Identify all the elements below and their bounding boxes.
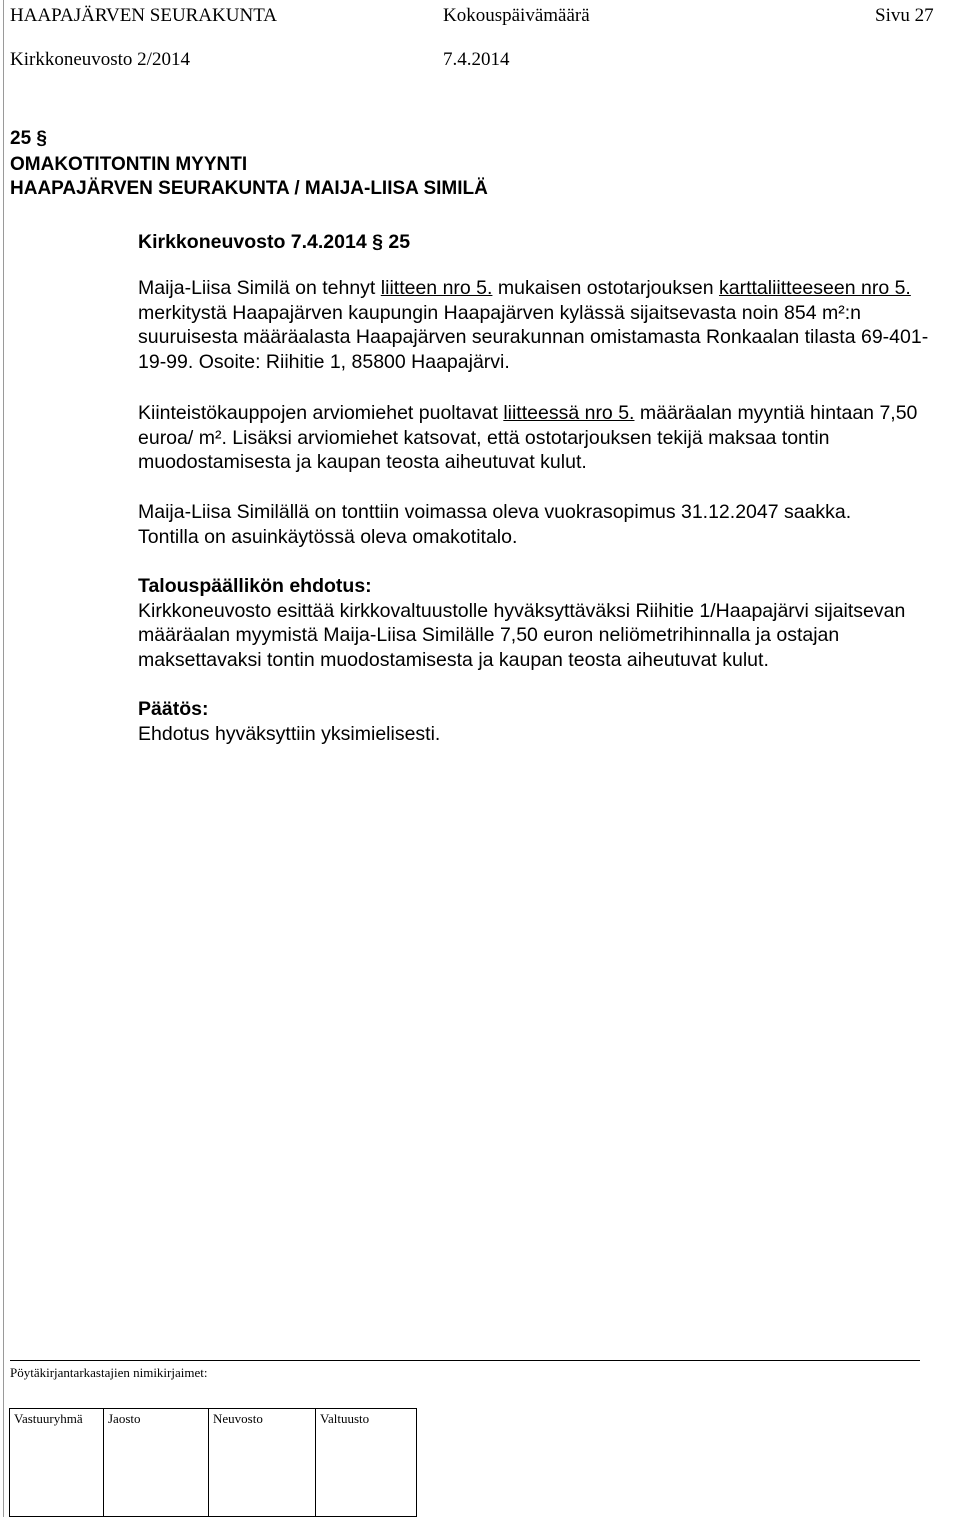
proposal-block xyxy=(138,574,938,672)
section-title-line2: HAAPAJÄRVEN SEURAKUNTA / MAIJA-LIISA SIMILÄ xyxy=(10,178,488,199)
paragraph-offer xyxy=(138,276,938,374)
page-left-border xyxy=(3,0,4,1517)
signature-table xyxy=(9,1408,417,1517)
header-page-number: 27 xyxy=(914,5,934,26)
attachment-link-5[interactable]: liitteen nro 5. xyxy=(380,277,493,299)
footer-rule xyxy=(10,1360,920,1361)
paragraph-offer-text-1: Maija-Liisa Similä on tehnyt xyxy=(138,277,381,299)
signature-cell-vastuuryhma: Vastuuryhmä xyxy=(10,1409,104,1517)
signature-cell-neuvosto: Neuvosto xyxy=(209,1409,316,1517)
section-number xyxy=(10,126,47,152)
header-meeting-date: 7.4.2014 xyxy=(443,49,510,70)
header-organization: HAAPAJÄRVEN SEURAKUNTA xyxy=(10,5,278,26)
decision-heading: Päätös: xyxy=(138,698,209,720)
signature-cell-valtuusto: Valtuusto xyxy=(316,1409,417,1517)
signatures-label: Pöytäkirjantarkastajien nimikirjaimet: xyxy=(10,1365,208,1380)
header-page xyxy=(875,6,934,25)
attachment-link-5-appraisal[interactable]: liitteessä nro 5. xyxy=(503,402,635,424)
section-title-line1: OMAKOTITONTIN MYYNTI xyxy=(10,154,248,175)
paragraph-lease-line2: Tontilla on asuinkäytössä oleva omakotitalo. xyxy=(138,525,518,548)
paragraph-offer-text-3: merkitystä Haapajärven kaupungin Haapajärven kylässä sijaitsevasta noin 854 m²:n suuruisesta määräalasta Haapajärven seurakunnan omistamasta Ronkaalan tilasta 69-401-19-99. Osoite: Riihitie 1, 85800 Haapajärvi. xyxy=(138,301,929,373)
map-attachment-link-5[interactable]: karttaliitteeseen nro 5. xyxy=(718,277,911,299)
decision-text: Ehdotus hyväksyttiin yksimielisesti. xyxy=(138,722,441,745)
paragraph-lease-line1: Maija-Liisa Similällä on tonttiin voimassa oleva vuokrasopimus 31.12.2047 saakka. xyxy=(138,501,852,523)
reference-line xyxy=(138,230,938,255)
reference-symbol: § xyxy=(372,231,383,253)
reference-number: 25 xyxy=(388,231,411,253)
header-meeting-name: Kirkkoneuvosto 2/2014 xyxy=(10,49,190,70)
decision-block xyxy=(138,697,938,746)
proposal-text: Kirkkoneuvosto esittää kirkkovaltuustolle hyväksyttäväksi Riihitie 1/Haapajärvi sijaitsevan määräalan myymistä Maija-Liisa Similälle 7,50 euron neliömetrihinnalla ja ostajan maksettavaksi tontin muodostamisesta ja kaupan teosta aiheutuvat kulut. xyxy=(138,599,906,671)
header-meeting-date-label: Kokouspäivämäärä xyxy=(443,5,590,26)
paragraph-appraisers-text-1: Kiinteistökauppojen arviomiehet puoltavat xyxy=(138,402,504,424)
section-symbol: § xyxy=(36,128,47,149)
signature-cell-jaosto: Jaosto xyxy=(104,1409,209,1517)
paragraph-appraisers-text-2: määräalan myyntiä hintaan 7,50 euroa/ m². Lisäksi arviomiehet katsovat, että ostotarjouksen tekijä maksaa tontin muodostamisesta ja kaupan teosta aiheutuvat kulut. xyxy=(138,402,918,473)
paragraph-offer-text-2: mukaisen ostotarjouksen xyxy=(492,277,719,299)
paragraph-lease xyxy=(138,500,938,549)
paragraph-appraisers xyxy=(138,401,938,475)
header-page-label: Sivu xyxy=(875,5,910,26)
proposal-heading: Talouspäällikön ehdotus: xyxy=(138,575,372,597)
reference-body: Kirkkoneuvosto 7.4.2014 xyxy=(138,231,367,253)
section-number-value: 25 xyxy=(10,128,32,149)
